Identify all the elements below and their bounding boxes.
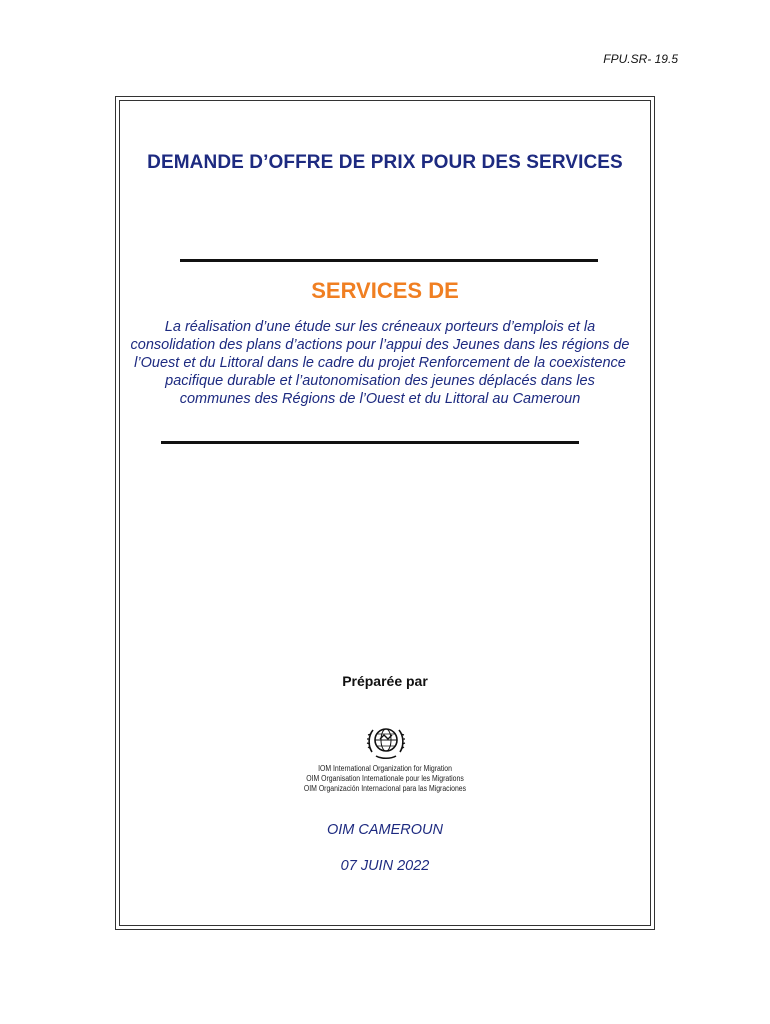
bottom-rule — [161, 441, 579, 444]
top-rule — [180, 259, 598, 262]
document-reference: FPU.SR- 19.5 — [603, 52, 678, 66]
logo-caption — [0, 764, 770, 794]
description-line: La réalisation d’une étude sur les créneaux porteurs d’emplois et la — [164, 319, 596, 335]
description-line: consolidation des plans d’actions pour l’appui des Jeunes dans les régions de — [130, 337, 630, 353]
services-heading: SERVICES DE — [311, 278, 459, 303]
cover-frame — [115, 96, 655, 930]
logo-caption-line: IOM International Organization for Migration — [318, 764, 452, 773]
iom-globe-logo-icon — [366, 722, 406, 762]
document-date: 07 JUIN 2022 — [340, 858, 430, 874]
description-line: communes des Régions de l’Ouest et du Littoral au Cameroun — [179, 391, 581, 407]
logo-caption-line: OIM Organisation Internationale pour les Migrations — [306, 774, 464, 783]
service-description — [110, 318, 650, 408]
main-title: DEMANDE D’OFFRE DE PRIX POUR DES SERVICES — [147, 152, 623, 173]
description-line: l’Ouest et du Littoral dans le cadre du projet Renforcement de la coexistence — [134, 355, 626, 371]
organization-name: OIM CAMEROUN — [327, 822, 443, 838]
description-line: pacifique durable et l’autonomisation des jeunes déplacés dans les — [165, 373, 595, 389]
prepared-by-label: Préparée par — [342, 673, 428, 689]
logo-caption-line: OIM Organización Internacional para las Migraciones — [303, 784, 467, 793]
cover-frame-inner — [119, 100, 651, 926]
